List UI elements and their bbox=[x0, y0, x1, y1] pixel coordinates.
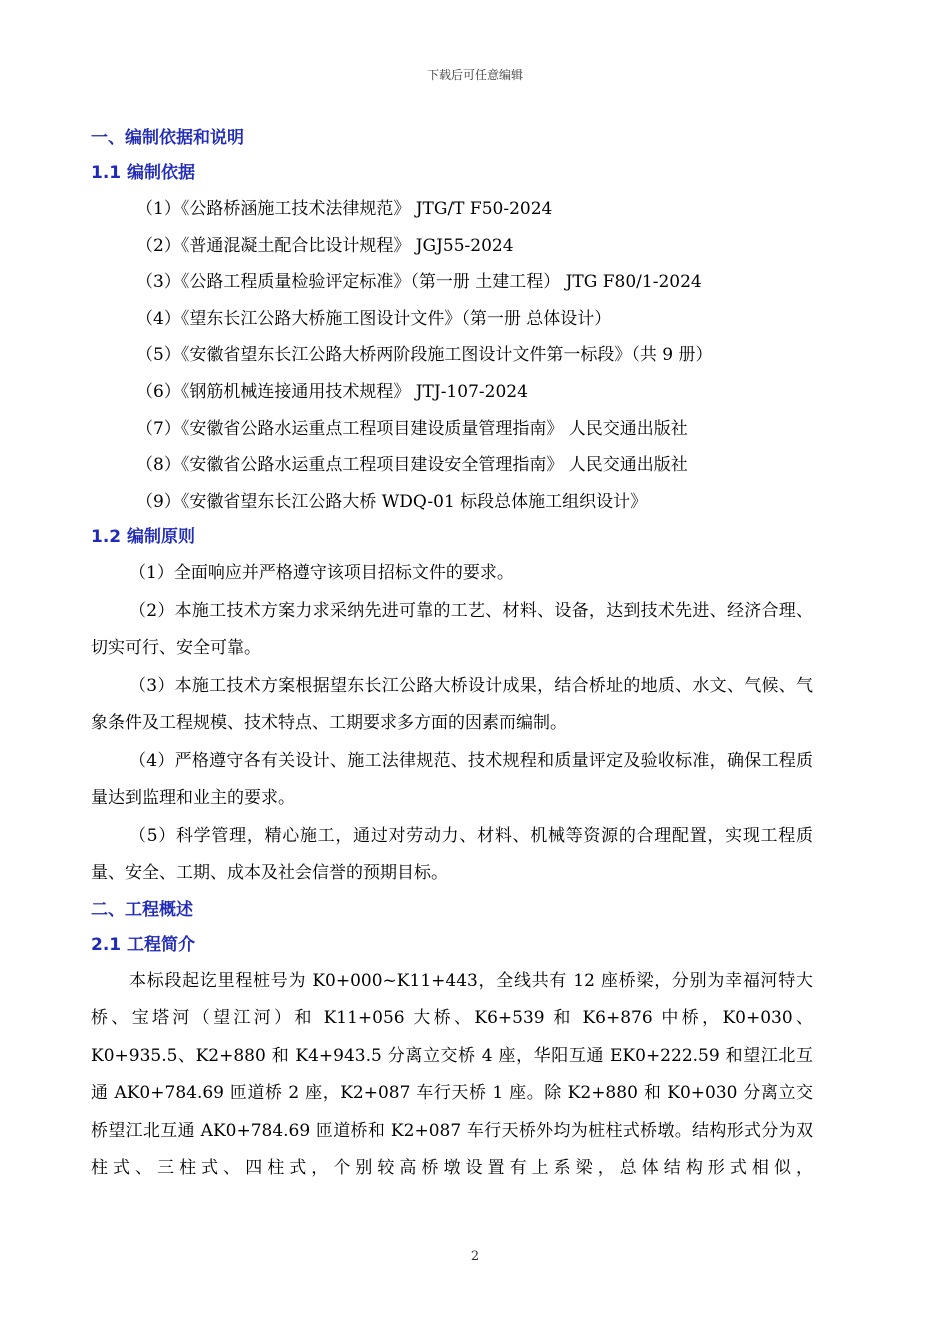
section-2-1-heading: 2.1 工程简介 bbox=[91, 934, 196, 955]
paragraph: （1）全面响应并严格遵守该项目招标文件的要求。 bbox=[129, 563, 514, 584]
list-item: （3）《公路工程质量检验评定标准》（第一册 土建工程） JTG F80/1-2024 bbox=[136, 272, 702, 293]
list-item: （9）《安徽省望东长江公路大桥 WDQ-01 标段总体施工组织设计》 bbox=[136, 491, 648, 512]
paragraph: （2）本施工技术方案力求采纳先进可靠的工艺、材料、设备，达到技术先进、经济合理、切实可行、安全可靠。 bbox=[91, 600, 813, 659]
paragraph: （4）严格遵守各有关设计、施工法律规范、技术规程和质量评定及验收标准，确保工程质量达到监理和业主的要求。 bbox=[91, 750, 813, 809]
section-1-heading: 一、编制依据和说明 bbox=[91, 128, 244, 148]
section-2-heading: 二、工程概述 bbox=[91, 899, 193, 920]
document-body bbox=[91, 121, 813, 1188]
list-item: （4）《望东长江公路大桥施工图设计文件》（第一册 总体设计） bbox=[136, 308, 612, 329]
basis-list bbox=[91, 191, 813, 520]
list-item: （2）《普通混凝土配合比设计规程》 JGJ55-2024 bbox=[136, 235, 514, 256]
list-item: （7）《安徽省公路水运重点工程项目建设质量管理指南》 人民交通出版社 bbox=[136, 418, 688, 439]
list-item: （6）《钢筋机械连接通用技术规程》 JTJ-107-2024 bbox=[136, 381, 528, 402]
intro-paragraph: 本标段起讫里程桩号为 K0+000~K11+443，全线共有 12 座桥梁，分别为幸福河特大桥、宝塔河（望江河）和 K11+056 大桥、K6+539 和 K6+876 中桥，K0+030、K0+935.5、K2+880 和 K4+943.5 分离立交桥 4 座，华阳互通 EK0+222.59 和望江北互通 AK0+784.69 匝道桥 2 座，K2+087 车行天桥 1 座。除 K2+880 和 K0+030 分离立交桥望江北互通 AK0+784.69 匝道桥和 K2+087 车行天桥外均为桩柱式桥墩。结构形式分为双柱式、三柱式、四柱式，个别较高桥墩设置有上系梁，总体结构形式相似， bbox=[91, 970, 813, 1179]
principles-list bbox=[91, 555, 813, 893]
paragraph: （3）本施工技术方案根据望东长江公路大桥设计成果，结合桥址的地质、水文、气候、气象条件及工程规模、技术特点、工期要求多方面的因素而编制。 bbox=[91, 675, 813, 734]
section-1-1-heading: 1.1 编制依据 bbox=[91, 163, 196, 183]
list-item: （8）《安徽省公路水运重点工程项目建设安全管理指南》 人民交通出版社 bbox=[136, 455, 688, 476]
page-header: 下载后可任意编辑 bbox=[426, 68, 523, 82]
section-1-2-heading: 1.2 编制原则 bbox=[91, 527, 196, 548]
page-number: 2 bbox=[470, 1249, 480, 1264]
paragraph: （5）科学管理，精心施工，通过对劳动力、材料、机械等资源的合理配置，实现工程质量、安全、工期、成本及社会信誉的预期目标。 bbox=[91, 825, 813, 884]
list-item: （5）《安徽省望东长江公路大桥两阶段施工图设计文件第一标段》（共 9 册） bbox=[136, 345, 713, 366]
list-item: （1）《公路桥涵施工技术法律规范》 JTG/T F50-2024 bbox=[136, 199, 553, 219]
